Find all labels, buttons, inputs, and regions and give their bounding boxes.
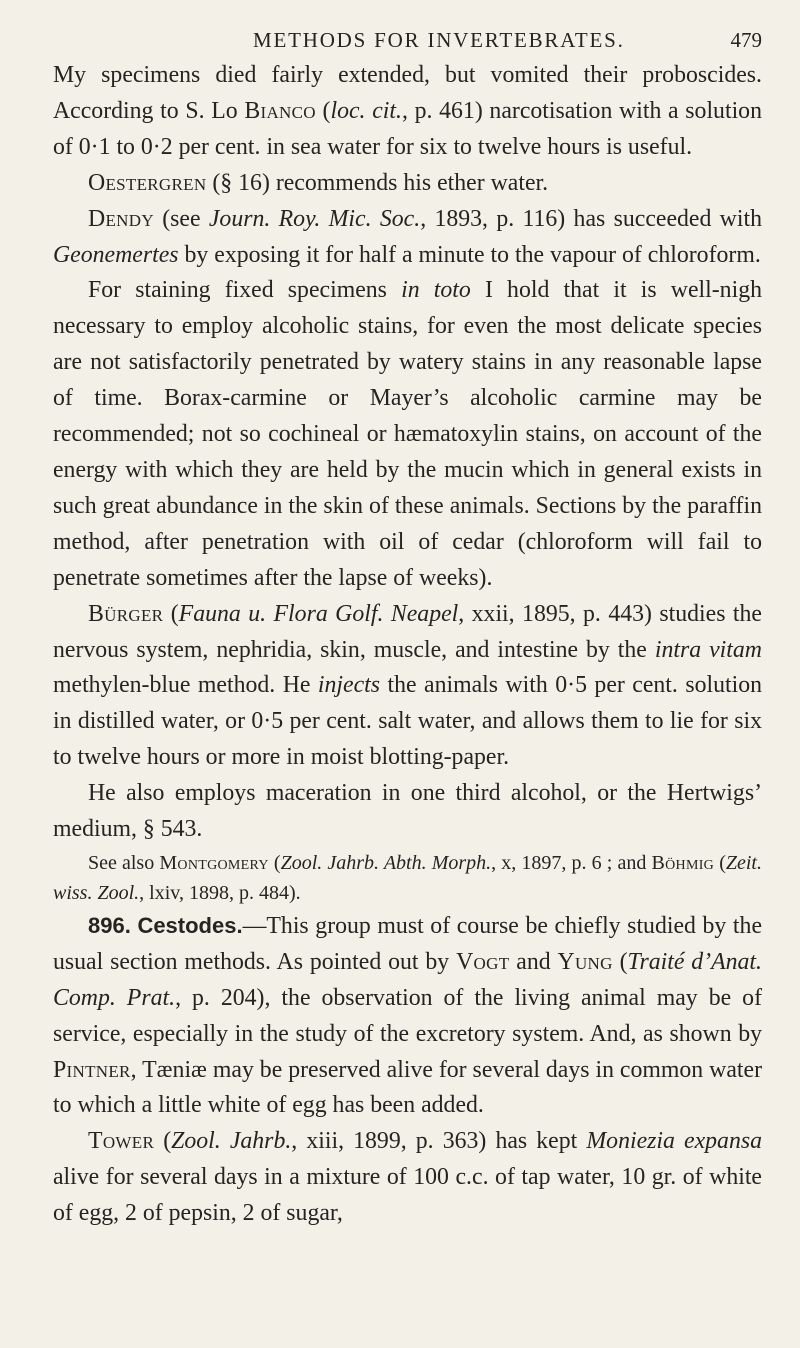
- paragraph-specimens: [53, 58, 762, 166]
- author-name: Tower: [88, 1128, 155, 1155]
- citation-ref: Zeit. wiss. Zool.: [53, 851, 762, 904]
- text-run: , p. 204), the observation of the living animal may be of service, especially in the study of the excretory system. And, as shown by: [53, 984, 762, 1047]
- section-heading: Cestodes.: [137, 912, 243, 938]
- author-name: Böhmig: [651, 851, 715, 874]
- latin-phrase: intra vitam: [654, 636, 762, 663]
- text-run: (: [163, 600, 179, 627]
- text-run: , lxiv, 1898, p. 484).: [139, 881, 301, 904]
- text-run: the animals with 0·5 per cent. solution in distilled water, or 0·5 per cent. salt water, and allows them to lie for six to twelve hours or more in moist blotting-paper.: [53, 672, 763, 771]
- citation-ref: Zool. Jahrb.: [171, 1128, 292, 1155]
- text-run: , Tæniæ may be preserved alive for several days in common water to which a little white of egg has been added.: [53, 1056, 762, 1119]
- running-head-title: METHODS FOR INVERTEBRATES.: [253, 28, 625, 52]
- text-run: , xxii, 1895, p. 443) studies the nervous system, nephridia, skin, muscle, and intestine by the: [53, 600, 762, 663]
- page-number: 479: [730, 28, 762, 52]
- author-name: Dendy: [88, 205, 154, 232]
- text-run: alive for several days in a mixture of 100 c.c. of tap water, 10 gr. of white of egg, 2 of pepsin, 2 of sugar,: [53, 1164, 762, 1227]
- citation-ref: Zool. Jahrb. Abth. Morph.: [280, 851, 492, 874]
- paragraph-oestergren: [53, 166, 762, 202]
- paragraph-maceration: [53, 776, 762, 848]
- emphasis: injects: [317, 672, 381, 699]
- paragraph-tower: [53, 1124, 762, 1232]
- citation-ref: Fauna u. Flora Golf. Neapel: [178, 600, 459, 627]
- author-name: Bianco: [244, 97, 316, 124]
- text-run: (see: [153, 205, 209, 232]
- author-name: Vogt: [456, 948, 510, 975]
- text-run: (: [714, 851, 726, 874]
- text-run: My specimens died fairly extended, but vomited their proboscides. According to S. Lo: [53, 62, 762, 124]
- text-run: , p. 461) narcotisation with a solution of 0·1 to 0·2 per cent. in sea water for six to twelve hours is useful.: [53, 97, 762, 160]
- citation-ref: Journ. Roy. Mic. Soc.: [208, 205, 421, 232]
- citation-ref: loc. cit.: [330, 97, 402, 124]
- paragraph-staining: [53, 273, 762, 596]
- author-name: Oestergren: [88, 169, 207, 196]
- latin-phrase: in toto: [401, 277, 471, 304]
- text-run: , x, 1897, p. 6 ; and: [491, 851, 652, 874]
- text-run: , 1893, p. 116) has succeeded with: [420, 205, 762, 232]
- text-run: (: [268, 851, 281, 874]
- section-number: 896.: [88, 912, 131, 938]
- text-run: He also employs maceration in one third alcohol, or the Hertwigs’ medium, § 543.: [53, 780, 762, 843]
- section-cestodes: [53, 908, 762, 1124]
- author-name: Montgomery: [159, 851, 269, 874]
- text-run: (§ 16) recommends his ether water.: [206, 169, 549, 196]
- genus-name: Geonemertes: [53, 241, 179, 268]
- text-run: by exposing it for half a minute to the vapour of chloroform.: [178, 241, 761, 268]
- text-run: (: [315, 97, 331, 124]
- species-name: Moniezia expansa: [586, 1128, 763, 1155]
- author-name: Bürger: [88, 600, 164, 627]
- citation-ref: Traité d’Anat. Comp. Prat.: [53, 948, 762, 1011]
- text-run: I hold that it is well-nigh necessary to employ alcoholic stains, for even the most delicate species are not satisfactorily penetrated by watery stains in any reasonable lapse of time. Borax-carmine or Mayer’s alcoholic carmine may be recommended; not so cochineal or hæmatoxylin stains, on account of the energy with which they are held by the mucin which in general exists in such great abundance in the skin of these animals. Sections by the paraffin method, after penetration with oil of cedar (chloroform will fail to penetrate sometimes after the lapse of weeks).: [53, 277, 762, 591]
- author-name: Yung: [557, 948, 613, 975]
- running-head: [53, 22, 762, 58]
- paragraph-dendy: [53, 202, 762, 274]
- text-run: methylen-blue method. He: [53, 672, 318, 699]
- text-run: , xiii, 1899, p. 363) has kept: [291, 1128, 587, 1155]
- paragraph-burger: [53, 597, 762, 777]
- body-text: [53, 58, 762, 1232]
- text-run: (: [612, 948, 628, 975]
- text-run: For staining fixed specimens: [88, 277, 402, 304]
- text-run: (: [154, 1128, 172, 1155]
- text-run: See also: [88, 851, 160, 874]
- text-run: —This group must of course be chiefly studied by the usual section methods. As pointed out by: [53, 912, 763, 975]
- text-run: and: [509, 948, 558, 975]
- author-name: Pintner: [53, 1056, 131, 1083]
- footnote-see-also: [53, 848, 762, 908]
